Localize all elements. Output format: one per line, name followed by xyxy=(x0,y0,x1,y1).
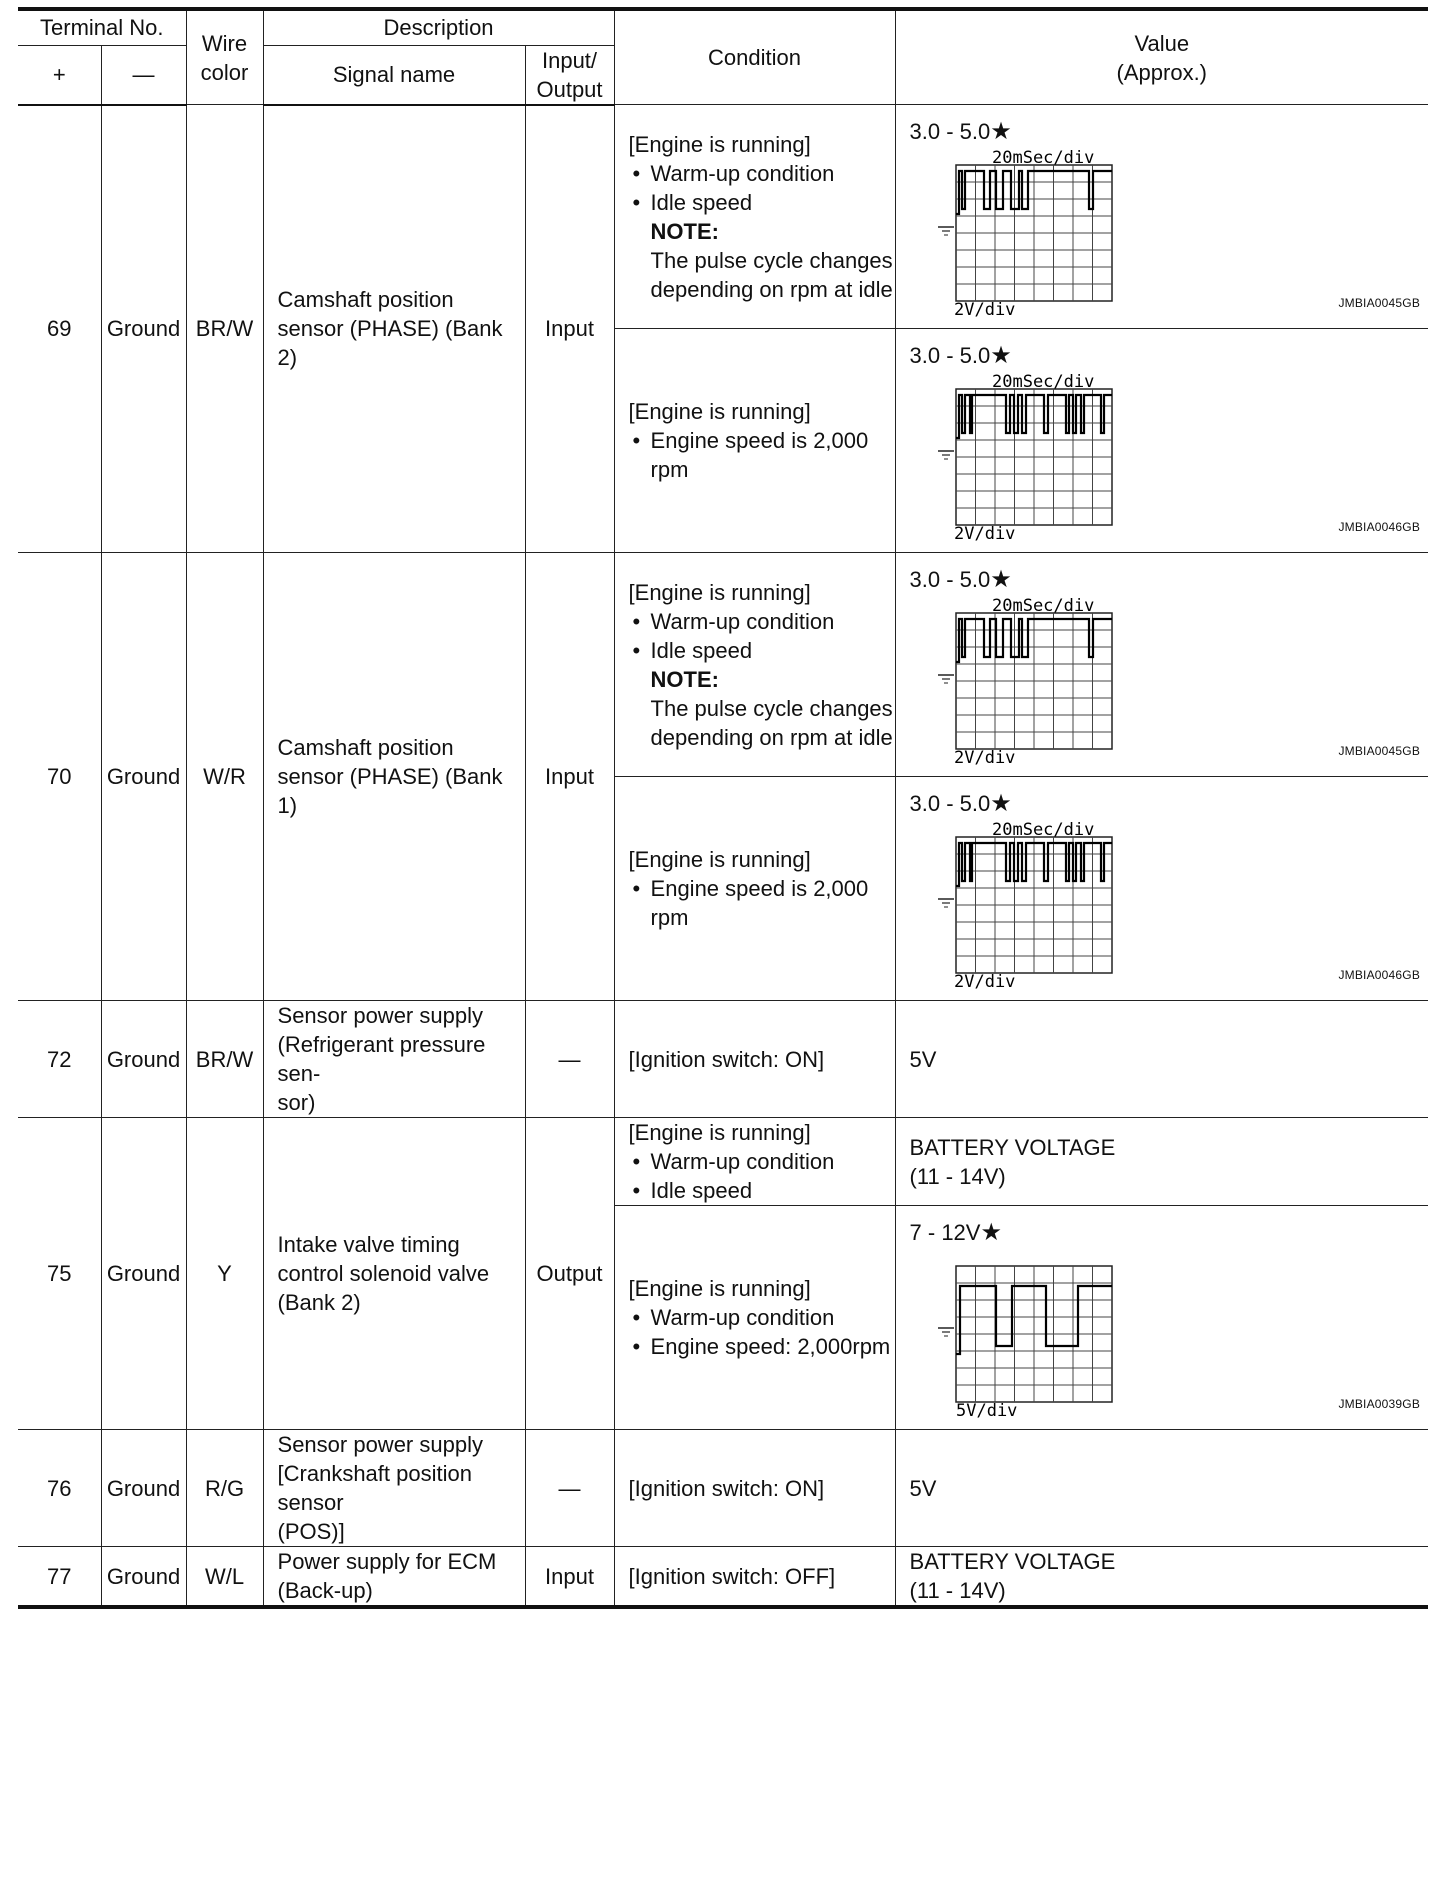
value-cell: 5V xyxy=(895,1430,1428,1547)
io-cell: — xyxy=(525,1001,614,1118)
header-description: Description xyxy=(263,9,614,45)
ground-cell: Ground xyxy=(101,1547,186,1608)
io-cell: — xyxy=(525,1430,614,1547)
terminal-cell: 70 xyxy=(18,553,101,1001)
table-row xyxy=(18,1430,1428,1547)
header-io: Input/ Output xyxy=(525,45,614,105)
wire-color-cell: BR/W xyxy=(186,105,263,553)
wire-color-cell: W/R xyxy=(186,553,263,1001)
table-row xyxy=(18,1001,1428,1118)
condition-cell: [Ignition switch: ON] xyxy=(614,1430,895,1547)
value-waveform-cell: 3.0 - 5.0★ 20mSec/div 2V/div JMBIA0046GB xyxy=(895,777,1428,1001)
ground-cell: Ground xyxy=(101,553,186,1001)
value-cell: 5V xyxy=(895,1001,1428,1118)
oscilloscope-waveform xyxy=(896,1206,1196,1430)
terminal-cell: 69 xyxy=(18,105,101,553)
oscilloscope-waveform xyxy=(896,105,1196,329)
value-waveform-cell: 7 - 12V★ 5V/div JMBIA0039GB xyxy=(895,1206,1428,1430)
condition-cell: [Engine is running] • Warm-up condition • Engine speed: 2,000rpm xyxy=(614,1206,895,1430)
svg-text:2V/div: 2V/div xyxy=(953,972,1015,992)
io-cell: Output xyxy=(525,1118,614,1430)
condition-cell: [Ignition switch: ON] xyxy=(614,1001,895,1118)
condition-cell: [Engine is running] • Warm-up condition • Idle speed NOTE: The pulse cycle changes depending on rpm at idle xyxy=(614,553,895,777)
ground-cell: Ground xyxy=(101,1001,186,1118)
svg-text:2V/div: 2V/div xyxy=(953,524,1015,544)
ground-cell: Ground xyxy=(101,105,186,553)
value-cell: BATTERY VOLTAGE (11 - 14V) xyxy=(895,1547,1428,1608)
header-plus: + xyxy=(18,45,101,105)
header-minus: — xyxy=(101,45,186,105)
wire-color-cell: Y xyxy=(186,1118,263,1430)
wire-color-cell: BR/W xyxy=(186,1001,263,1118)
io-cell: Input xyxy=(525,1547,614,1608)
wire-color-cell: W/L xyxy=(186,1547,263,1608)
table-row xyxy=(18,1118,1428,1206)
signal-name-cell: Sensor power supply [Crankshaft position sensor (POS)] xyxy=(263,1430,525,1547)
condition-cell: [Ignition switch: OFF] xyxy=(614,1547,895,1608)
signal-name-cell: Intake valve timing control solenoid valve (Bank 2) xyxy=(263,1118,525,1430)
signal-name-cell: Camshaft position sensor (PHASE) (Bank 2) xyxy=(263,105,525,553)
condition-cell: [Engine is running] • Engine speed is 2,000 rpm xyxy=(614,329,895,553)
value-waveform-cell: 3.0 - 5.0★ 20mSec/div 2V/div JMBIA0045GB xyxy=(895,105,1428,329)
terminal-cell: 77 xyxy=(18,1547,101,1608)
terminal-cell: 75 xyxy=(18,1118,101,1430)
signal-name-cell: Sensor power supply (Refrigerant pressure sen- sor) xyxy=(263,1001,525,1118)
svg-text:20mSec/div: 20mSec/div xyxy=(991,148,1094,168)
io-cell: Input xyxy=(525,553,614,1001)
svg-text:5V/div: 5V/div xyxy=(955,1401,1017,1421)
value-waveform-cell: 3.0 - 5.0★ 20mSec/div 2V/div JMBIA0046GB xyxy=(895,329,1428,553)
condition-cell: [Engine is running] • Warm-up condition • Idle speed xyxy=(614,1118,895,1206)
svg-text:20mSec/div: 20mSec/div xyxy=(991,820,1094,840)
condition-cell: [Engine is running] • Warm-up condition • Idle speed NOTE: The pulse cycle changes depending on rpm at idle xyxy=(614,105,895,329)
svg-text:20mSec/div: 20mSec/div xyxy=(991,372,1094,392)
signal-name-cell: Power supply for ECM (Back-up) xyxy=(263,1547,525,1608)
svg-text:20mSec/div: 20mSec/div xyxy=(991,596,1094,616)
svg-text:2V/div: 2V/div xyxy=(953,300,1015,320)
svg-text:2V/div: 2V/div xyxy=(953,748,1015,768)
header-terminal-no: Terminal No. xyxy=(18,9,186,45)
header-signal-name: Signal name xyxy=(263,45,525,105)
oscilloscope-waveform xyxy=(896,777,1196,1001)
oscilloscope-waveform xyxy=(896,553,1196,777)
signal-name-cell: Camshaft position sensor (PHASE) (Bank 1) xyxy=(263,553,525,1001)
header-wire-color: Wire color xyxy=(186,9,263,105)
value-cell: BATTERY VOLTAGE (11 - 14V) xyxy=(895,1118,1428,1206)
value-waveform-cell: 3.0 - 5.0★ 20mSec/div 2V/div JMBIA0045GB xyxy=(895,553,1428,777)
terminal-cell: 76 xyxy=(18,1430,101,1547)
table-row xyxy=(18,1547,1428,1608)
condition-cell: [Engine is running] • Engine speed is 2,000 rpm xyxy=(614,777,895,1001)
terminal-cell: 72 xyxy=(18,1001,101,1118)
header-value: Value (Approx.) xyxy=(895,9,1428,105)
ecm-terminal-table xyxy=(18,7,1428,1609)
ground-cell: Ground xyxy=(101,1118,186,1430)
header-condition: Condition xyxy=(614,9,895,105)
wire-color-cell: R/G xyxy=(186,1430,263,1547)
io-cell: Input xyxy=(525,105,614,553)
ground-cell: Ground xyxy=(101,1430,186,1547)
table-row xyxy=(18,553,1428,777)
table-row xyxy=(18,105,1428,329)
oscilloscope-waveform xyxy=(896,329,1196,553)
